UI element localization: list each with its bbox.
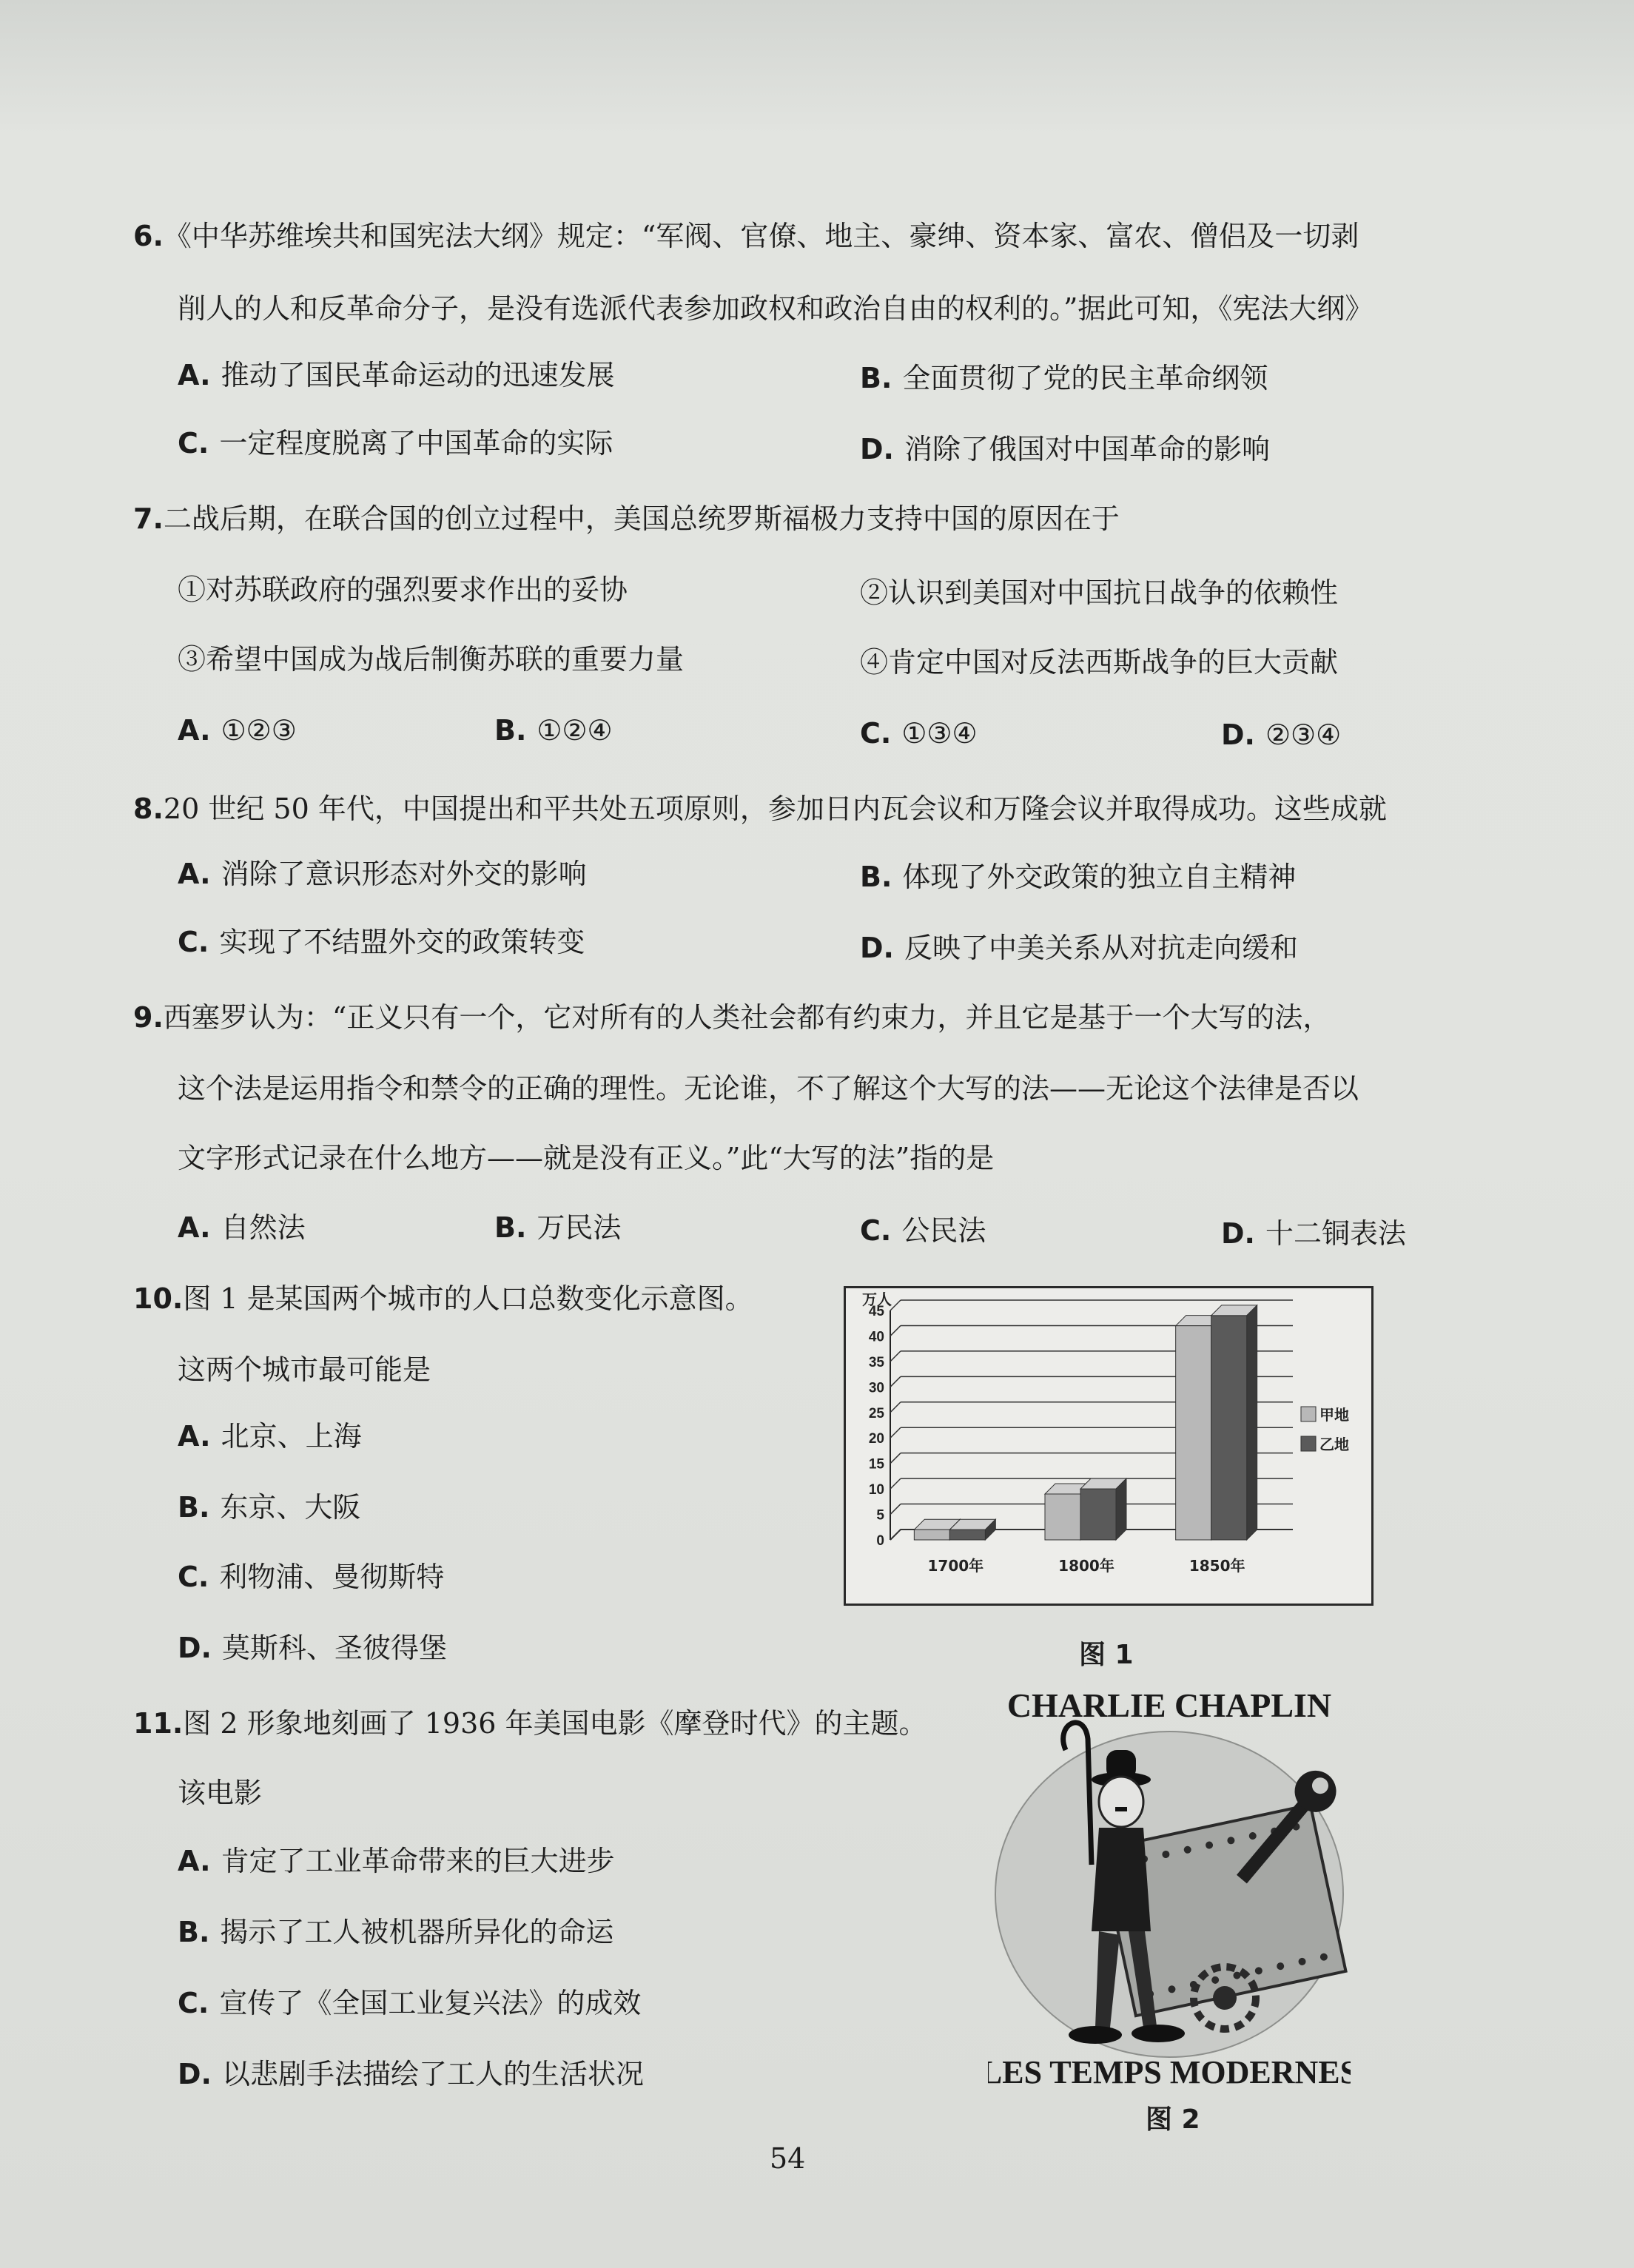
x-tick-label: 1700年 [927, 1557, 984, 1575]
option-text: ①②③ [221, 714, 297, 747]
y-tick-label: 20 [868, 1431, 884, 1447]
option-text: 消除了俄国对中国革命的影响 [904, 433, 1270, 465]
option-letter: D. [1221, 1217, 1255, 1250]
legend-label: 甲地 [1319, 1406, 1349, 1424]
option-letter: A. [178, 858, 211, 890]
q10-option-d[interactable] [178, 1634, 447, 1662]
q6-option-d[interactable] [860, 435, 1270, 463]
option-text: 东京、大阪 [220, 1491, 361, 1524]
option-letter: B. [178, 1916, 210, 1948]
option-text: 消除了意识形态对外交的影响 [221, 858, 587, 890]
option-letter: A. [178, 1211, 211, 1244]
bar-side [1116, 1478, 1126, 1540]
option-letter: A. [178, 359, 211, 391]
q9-option-c[interactable] [860, 1214, 986, 1247]
legend-swatch [1301, 1407, 1316, 1421]
option-text: 揭示了工人被机器所异化的命运 [220, 1916, 614, 1948]
option-letter: B. [860, 362, 892, 394]
q8-option-a[interactable] [178, 860, 587, 888]
q7-item-1: ①对苏联政府的强烈要求作出的妥协 [178, 573, 628, 606]
q10-stem2: 这两个城市最可能是 [178, 1353, 431, 1386]
option-text: 十二铜表法 [1265, 1217, 1406, 1250]
q6-line1 [133, 222, 1359, 250]
option-text: 体现了外交政策的独立自主精神 [902, 861, 1297, 893]
q10-option-b[interactable] [178, 1491, 361, 1524]
gridline-diagonal [890, 1427, 901, 1438]
q7-option-b[interactable] [494, 714, 613, 747]
legend-swatch [1301, 1436, 1316, 1451]
q11-option-d[interactable] [178, 2060, 644, 2088]
q8-number: 8. [133, 793, 164, 825]
gridline-diagonal [890, 1530, 901, 1540]
option-text: ①③④ [901, 717, 978, 750]
q10-number: 10. [133, 1282, 184, 1315]
q9-line1 [133, 1003, 1331, 1032]
option-text: 利物浦、曼彻斯特 [219, 1561, 445, 1593]
option-text: 宣传了《全国工业复兴法》的成效 [219, 1987, 642, 2019]
option-text: 反映了中美关系从对抗走向缓和 [904, 932, 1298, 964]
y-tick-label: 45 [868, 1304, 884, 1319]
option-text: 自然法 [221, 1211, 306, 1244]
q9-text-1: 西塞罗认为：“正义只有一个，它对所有的人类社会都有约束力，并且它是基于一个大写的法， [163, 1001, 1331, 1034]
option-text: 推动了国民革命运动的迅速发展 [221, 359, 615, 391]
option-letter: B. [494, 714, 527, 747]
q8-option-b[interactable] [860, 863, 1296, 891]
option-text: 莫斯科、圣彼得堡 [221, 1632, 447, 1664]
q9-line2: 这个法是运用指令和禁令的正确的理性。无论谁，不了解这个大写的法——无论这个法律是否以 [178, 1072, 1359, 1105]
option-text: ①②④ [537, 714, 613, 747]
q7-item-2: ②认识到美国对中国抗日战争的依赖性 [860, 576, 1339, 609]
q11-option-a[interactable] [178, 1847, 615, 1875]
gridline-diagonal [890, 1300, 901, 1310]
gridline-diagonal [890, 1504, 901, 1515]
option-text: 以悲剧手法描绘了工人的生活状况 [221, 2058, 644, 2090]
q6-option-a[interactable] [178, 361, 615, 389]
q7-stem [133, 502, 1120, 535]
bar-乙地-1850年 [1211, 1316, 1247, 1540]
option-text: 实现了不结盟外交的政策转变 [219, 926, 585, 958]
q10-option-c[interactable] [178, 1563, 444, 1591]
figure-2-caption: 图 2 [1146, 2104, 1200, 2135]
bar-甲地-1850年 [1176, 1326, 1211, 1540]
q10-option-a[interactable] [178, 1420, 362, 1453]
q8-stem [133, 795, 1387, 823]
y-tick-label: 5 [876, 1507, 884, 1524]
option-letter: D. [860, 433, 894, 465]
modern-times-poster [988, 1680, 1351, 2094]
option-letter: C. [860, 717, 892, 750]
option-letter: A. [178, 714, 211, 747]
option-letter: D. [178, 1632, 212, 1664]
option-letter: B. [178, 1491, 210, 1524]
population-bar-chart [846, 1288, 1371, 1604]
q6-option-b[interactable] [860, 364, 1268, 392]
q9-number: 9. [133, 1001, 164, 1034]
gridline-diagonal [890, 1478, 901, 1489]
option-letter: C. [178, 926, 209, 958]
q7-item-4: ④肯定中国对反法西斯战争的巨大贡献 [860, 646, 1339, 679]
q11-text: 图 2 形象地刻画了 1936 年美国电影《摩登时代》的主题。 [183, 1707, 927, 1740]
q8-option-d[interactable] [860, 934, 1298, 962]
q9-option-a[interactable] [178, 1211, 306, 1244]
gridline-diagonal [890, 1453, 901, 1464]
option-letter: C. [178, 1987, 209, 2019]
option-letter: B. [860, 861, 892, 893]
gridline-diagonal [890, 1325, 901, 1336]
q11-option-c[interactable] [178, 1989, 641, 2017]
gridline-diagonal [890, 1376, 901, 1387]
q9-option-d[interactable] [1221, 1219, 1406, 1248]
q6-line2: 削人的人和反革命分子，是没有选派代表参加政权和政治自由的权利的。”据此可知，《宪法大纲》 [178, 292, 1374, 325]
poster-subtitle: LES TEMPS MODERNES [988, 2054, 1351, 2090]
y-tick-label: 0 [876, 1533, 884, 1549]
x-tick-label: 1800年 [1058, 1557, 1114, 1575]
q8-text: 20 世纪 50 年代，中国提出和平共处五项原则，参加日内瓦会议和万隆会议并取得成功。这些成就 [163, 793, 1387, 825]
y-tick-label: 35 [868, 1354, 884, 1370]
q9-option-b[interactable] [494, 1211, 622, 1244]
gridline-diagonal [890, 1351, 901, 1362]
option-text: 肯定了工业革命带来的巨大进步 [221, 1845, 615, 1877]
q6-number: 6. [133, 220, 164, 252]
bar-side [1247, 1305, 1257, 1540]
option-text: ②③④ [1265, 719, 1342, 751]
legend-label: 乙地 [1319, 1436, 1349, 1453]
x-tick-label: 1850年 [1188, 1557, 1245, 1575]
q11-number: 11. [133, 1707, 184, 1740]
poster-illustration [988, 1680, 1351, 2094]
y-tick-label: 25 [868, 1405, 884, 1421]
bar-乙地-1700年 [949, 1530, 985, 1540]
option-letter: B. [494, 1211, 527, 1244]
q6-text-1: 《中华苏维埃共和国宪法大纲》规定：“军阀、官僚、地主、豪绅、资本家、富农、僧侣及一切剥 [163, 220, 1359, 252]
option-text: 全面贯彻了党的民主革命纲领 [902, 362, 1268, 394]
y-tick-label: 10 [868, 1482, 884, 1498]
option-letter: D. [178, 2058, 212, 2090]
gridline-diagonal [890, 1402, 901, 1413]
option-text: 北京、上海 [221, 1420, 362, 1453]
q7-number: 7. [133, 502, 164, 535]
option-letter: C. [860, 1214, 892, 1247]
option-letter: D. [1221, 719, 1255, 751]
figure-1-chart [844, 1286, 1374, 1606]
option-letter: C. [178, 1561, 209, 1593]
q7-option-c[interactable] [860, 717, 978, 750]
page-number: 54 [770, 2142, 806, 2175]
q10-text: 图 1 是某国两个城市的人口总数变化示意图。 [183, 1282, 753, 1315]
q11-stem2: 该电影 [178, 1777, 263, 1809]
y-tick-label: 30 [868, 1380, 884, 1396]
q7-option-a[interactable] [178, 714, 297, 747]
q11-stem [133, 1707, 927, 1740]
option-letter: D. [860, 932, 894, 964]
option-text: 公民法 [901, 1214, 986, 1247]
q6-option-c[interactable] [178, 427, 613, 460]
poster-title: CHARLIE CHAPLIN [1006, 1686, 1332, 1724]
bar-甲地-1800年 [1045, 1494, 1080, 1540]
y-tick-label: 40 [868, 1329, 884, 1345]
q7-item-3: ③希望中国成为战后制衡苏联的重要力量 [178, 643, 685, 676]
q7-text: 二战后期，在联合国的创立过程中，美国总统罗斯福极力支持中国的原因在于 [163, 502, 1120, 535]
q9-line3: 文字形式记录在什么地方——就是没有正义。”此“大写的法”指的是 [178, 1142, 995, 1174]
option-text: 一定程度脱离了中国革命的实际 [219, 427, 613, 460]
y-axis-label: 万人 [862, 1291, 892, 1308]
q11-option-b[interactable] [178, 1918, 613, 1946]
q10-stem [133, 1282, 753, 1315]
option-text: 万民法 [537, 1211, 622, 1244]
figure-1-caption: 图 1 [1079, 1640, 1134, 1670]
option-letter: A. [178, 1420, 211, 1453]
bar-乙地-1800年 [1080, 1489, 1116, 1540]
y-tick-label: 15 [868, 1456, 884, 1473]
q7-option-d[interactable] [1221, 721, 1341, 749]
option-letter: A. [178, 1845, 211, 1877]
q8-option-c[interactable] [178, 928, 585, 956]
bar-甲地-1700年 [914, 1530, 949, 1540]
option-letter: C. [178, 427, 209, 460]
